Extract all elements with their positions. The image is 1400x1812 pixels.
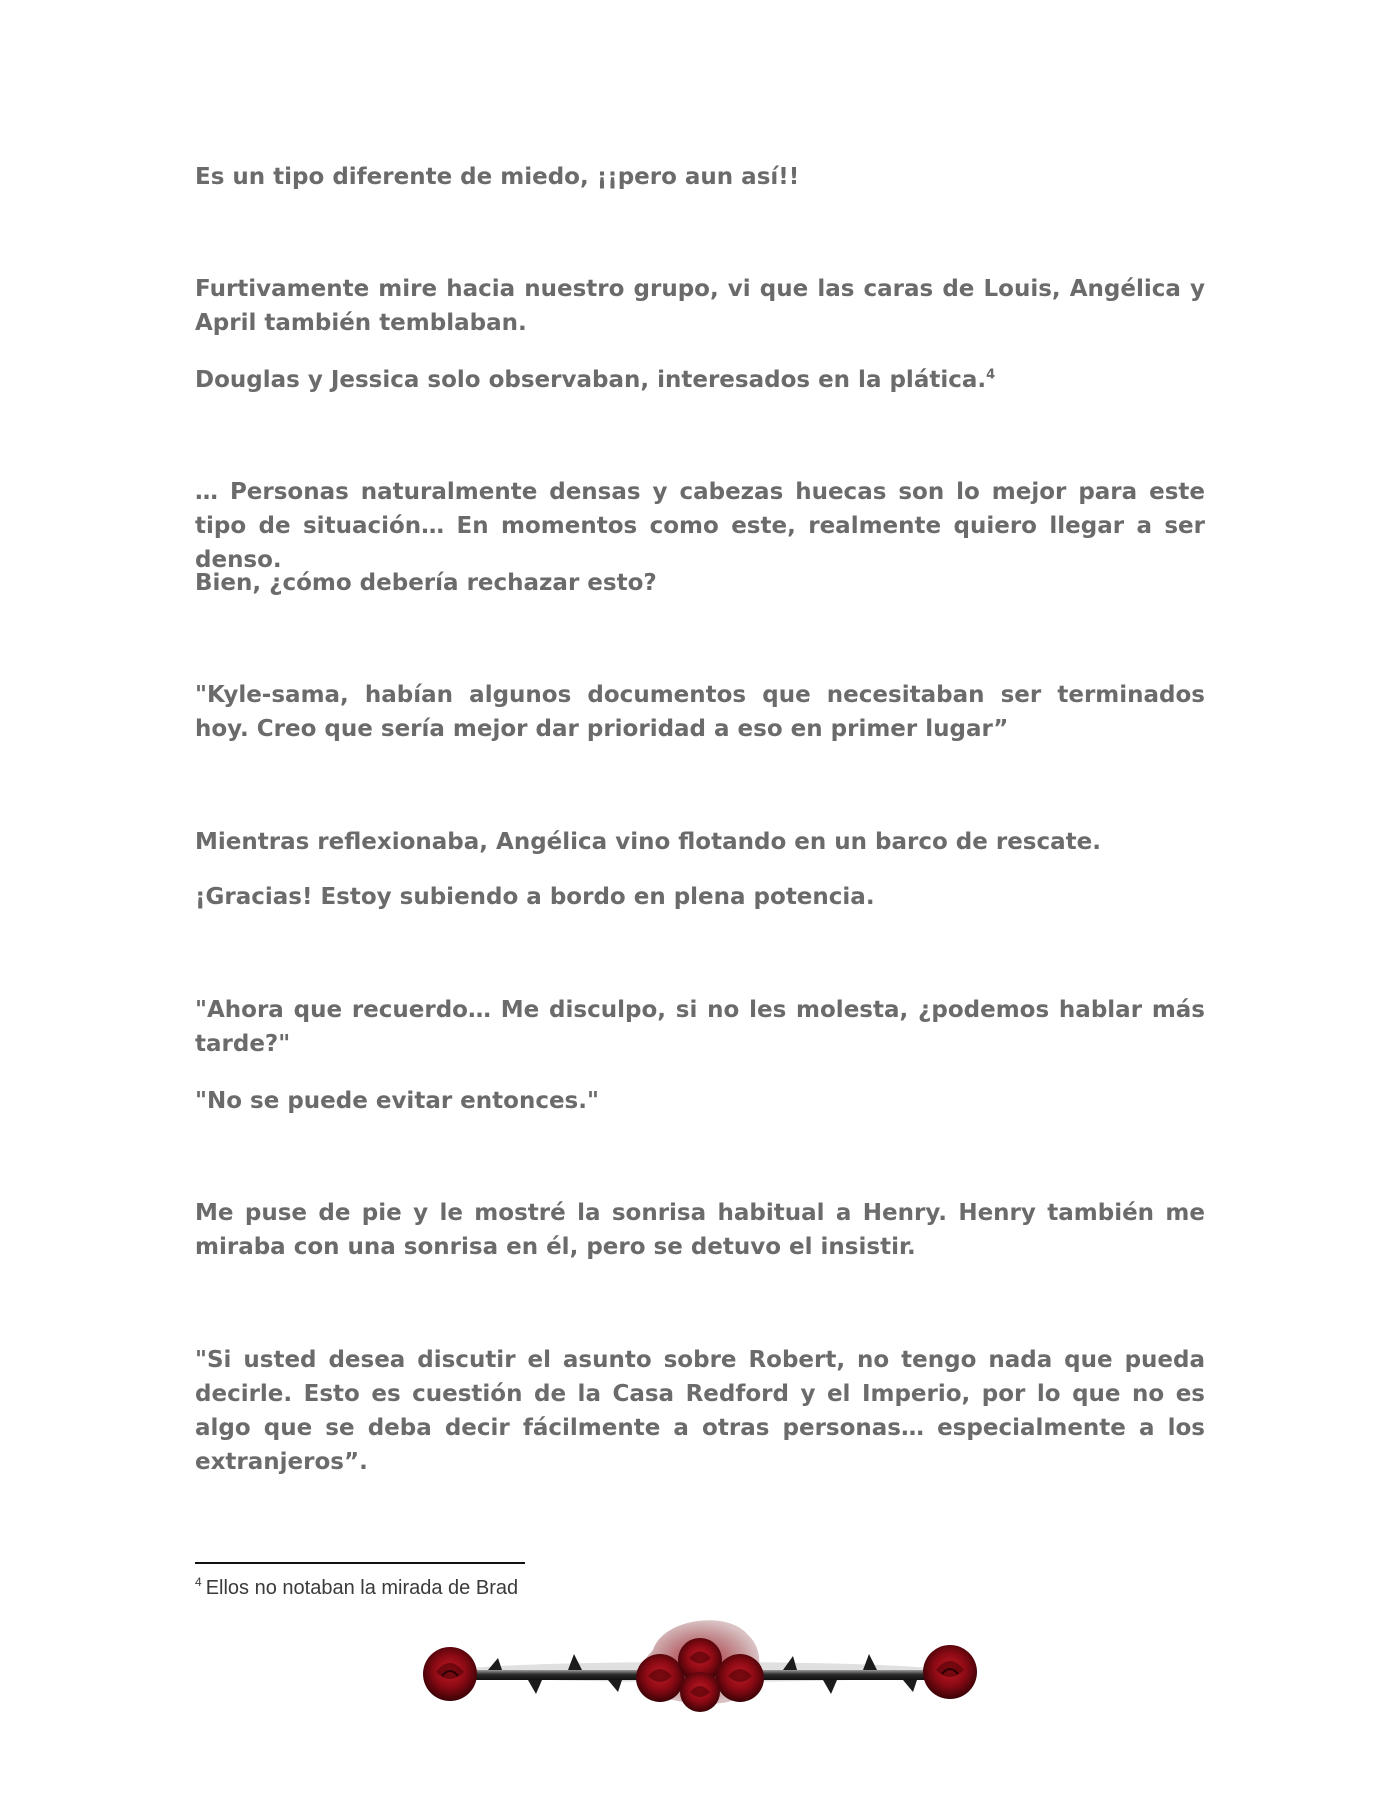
paragraph-9: "Ahora que recuerdo… Me disculpo, si no les molesta, ¿podemos hablar más tarde?" — [195, 997, 1205, 1057]
paragraph-7: Mientras reflexionaba, Angélica vino flotando en un barco de rescate. — [195, 829, 1101, 855]
paragraph-3-text: Douglas y Jessica solo observaban, interesados en la plática. — [195, 367, 987, 393]
paragraph-4: … Personas naturalmente densas y cabezas huecas son lo mejor para este tipo de situación… En momentos como este, realmente quiero llegar a ser denso. — [195, 479, 1205, 573]
paragraph-1: Es un tipo diferente de miedo, ¡¡pero aun así!! — [195, 164, 800, 190]
paragraph-3 — [195, 363, 1205, 397]
footnote-reference[interactable]: 4 — [986, 367, 996, 383]
paragraph-11: Me puse de pie y le mostré la sonrisa habitual a Henry. Henry también me miraba con una sonrisa en él, pero se detuvo el insistir. — [195, 1200, 1205, 1260]
footnote — [195, 1574, 518, 1602]
rose-vine-divider-icon — [398, 1610, 1002, 1730]
footnote-number: 4 — [195, 1575, 202, 1590]
rose-left-icon — [423, 1647, 477, 1701]
paragraph-2: Furtivamente mire hacia nuestro grupo, vi que las caras de Louis, Angélica y April también temblaban. — [195, 276, 1205, 336]
footnote-text: Ellos no notaban la mirada de Brad — [205, 1577, 519, 1599]
paragraph-5: Bien, ¿cómo debería rechazar esto? — [195, 570, 657, 596]
paragraph-6: "Kyle-sama, habían algunos documentos que necesitaban ser terminados hoy. Creo que sería mejor dar prioridad a eso en primer lugar” — [195, 682, 1205, 742]
paragraph-12: "Si usted desea discutir el asunto sobre Robert, no tengo nada que pueda decirle. Esto es cuestión de la Casa Redford y el Imperio, por lo que no es algo que se deba decir fácilmente a otras personas… especialmente a los extranjeros”. — [195, 1347, 1205, 1475]
rose-right-icon — [923, 1645, 977, 1699]
paragraph-10: "No se puede evitar entonces." — [195, 1088, 599, 1114]
footnote-separator — [195, 1562, 525, 1564]
paragraph-8: ¡Gracias! Estoy subiendo a bordo en plena potencia. — [195, 884, 875, 910]
